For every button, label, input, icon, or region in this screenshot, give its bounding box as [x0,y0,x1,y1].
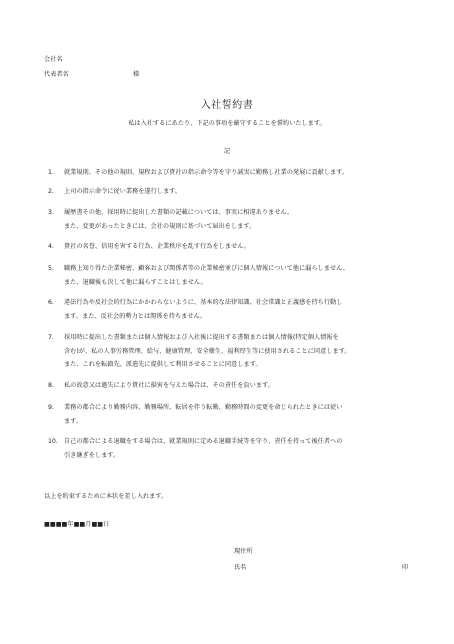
closing-text: 以上を約束するために本状を差し入れます。 [44,493,168,500]
item-number: 9. [48,404,54,411]
item-number: 7. [48,334,54,341]
item-line: 私の故意又は過失により貴社に損害を与えた場合は、その責任を負います。 [64,382,274,389]
item-line: 採用時に提出した書類または個人情報および入社後に提出する書類または個人情報(特定個人情報を [64,334,339,341]
item-line: また、変更があったときには、会社の規則に基づいて届出をします。 [64,222,256,230]
name-label: 氏名 [234,564,247,571]
item-line: 履歴書その他、採用時に提出した書類の記載については、事実に相違ありません。 [64,209,294,216]
item-number: 4. [48,243,54,250]
honorific-label: 様 [133,71,140,78]
item-line: 職務上知り得た企業秘密、顧客および関係者等の企業秘密並びに個人情報について他に漏らしません。 [64,265,349,272]
item-number: 2. [48,188,54,195]
item-line: 業務の都合により勤務内容、勤務場所、転居を伴う転勤、勤務時間の変更を命じられたときには従い [64,404,343,411]
item-number: 10. [48,438,58,445]
item-line: ます。 [64,417,83,425]
item-line: 引き継ぎをします。 [64,451,120,459]
item-number: 5. [48,265,54,272]
item-line: ます。また、反社会的勢力とは関係を持ちません。 [64,312,207,320]
item-line: 違法行為や反社会的行為にかかわらないように、基本的な法律知識、社会常識と正義感を持ち行動し [64,299,343,306]
item-number: 3. [48,209,54,216]
item-line: また、退職後も決して他に漏らすことはしません。 [64,278,207,286]
item-number: 1. [48,169,54,176]
item-line: 就業規則、その他の規則、規程および貴社の指示命令等を守り誠実に勤務し社業の発展に貢献します。 [64,169,349,176]
address-label: 現住所 [234,548,253,555]
representative-name-label: 代表者名 [44,71,69,78]
company-name-label: 会社名 [44,56,63,63]
intro-text: 私は入社するにあたり、下記の事項を厳守することを誓約いたします。 [128,120,326,127]
ki-label: 記 [223,148,231,155]
document-title: 入社誓約書 [200,100,254,111]
item-line: 上司の指示命令に従い業務を遂行します。 [64,188,182,195]
item-line: 含む)が、私の人事労務管理、給与、健康管理、安全衛生、福利厚生等に使用されることに同意します。 [64,347,351,355]
item-line: 自己の都合による退職をする場合は、就業規則に定める退職手続等を守り、責任を持って後任者への [64,438,343,445]
item-number: 6. [48,299,54,306]
item-number: 8. [48,382,54,389]
item-line: 貴社の名誉、信用を害する行為、企業秩序を乱す行為をしません。 [64,243,250,250]
date-line: ■■■■年■■月■■日 [44,521,110,528]
seal-label: 印 [402,564,409,571]
item-line: また、これを転籍先、派遣先に提供して利用させることに同意します。 [64,361,262,368]
